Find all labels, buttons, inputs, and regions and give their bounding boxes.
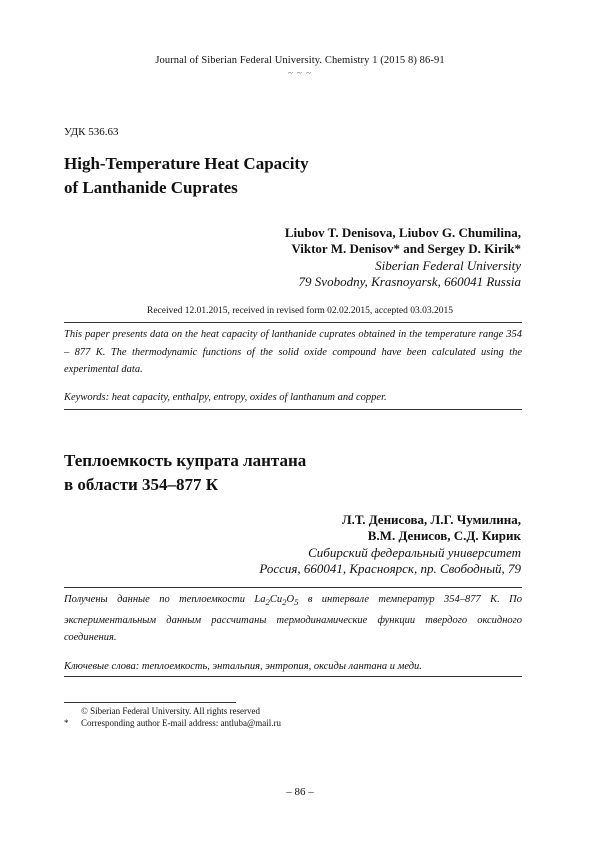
page-number: – 86 – — [286, 786, 314, 798]
russian-address: Россия, 660041, Красноярск, пр. Свободный, 79 — [259, 561, 521, 576]
russian-title-line-1: Теплоемкость купрата лантана — [64, 451, 307, 470]
english-title-line-2: of Lanthanide Cuprates — [64, 178, 238, 197]
russian-authors-line-2: В.М. Денисов, С.Д. Кирик — [367, 528, 521, 543]
udk-code: УДК 536.63 — [64, 126, 119, 138]
footnote-marker: * — [64, 718, 69, 728]
chemical-formula: $La_2Cu_2O_5$ — [254, 594, 299, 608]
english-affiliation: Siberian Federal University — [375, 258, 521, 273]
corresponding-author-footnote: Corresponding author E-mail address: antluba@mail.ru — [81, 718, 281, 728]
received-dates: Received 12.01.2015, received in revised form 02.02.2015, accepted 03.03.2015 — [146, 306, 454, 316]
russian-title-line-2: в области 354–877 К — [64, 475, 219, 494]
russian-affiliation: Сибирский федеральный университет — [308, 545, 521, 560]
abstract-text-start: Получены данные по теплоемкости — [64, 594, 255, 605]
russian-abstract — [64, 591, 522, 647]
footnote-divider — [64, 702, 236, 703]
header-ornament: ~ ~ ~ — [287, 68, 313, 78]
english-keywords: Keywords: heat capacity, enthalpy, entropy, oxides of lanthanum and copper. — [64, 392, 387, 403]
journal-header: Journal of Siberian Federal University. Chemistry 1 (2015 8) 86-91 — [155, 55, 445, 66]
divider-line — [64, 409, 522, 410]
divider-line — [64, 322, 522, 323]
english-address: 79 Svobodny, Krasnoyarsk, 660041 Russia — [298, 274, 521, 289]
english-authors-line-2: Viktor M. Denisov* and Sergey D. Kirik* — [291, 241, 521, 256]
english-abstract: This paper presents data on the heat capacity of lanthanide cuprates obtained in the temperature range 354 – 877 K. The thermodynamic functions of the solid oxide compound have been calculated using the experimental data. — [64, 329, 522, 375]
english-authors-line-1: Liubov T. Denisova, Liubov G. Chumilina, — [284, 225, 521, 240]
divider-line — [64, 587, 522, 588]
copyright-footnote: © Siberian Federal University. All rights reserved — [81, 706, 260, 716]
russian-keywords: Ключевые слова: теплоемкость, энтальпия, энтропия, оксиды лантана и меди. — [64, 661, 422, 672]
abstract-text-end: в интервале температур 354–877 К. По экспериментальным данным рассчитаны термодинамические функции твердого оксидного соединения. — [64, 594, 522, 644]
russian-authors-line-1: Л.Т. Денисова, Л.Г. Чумилина, — [341, 512, 521, 527]
english-title-line-1: High-Temperature Heat Capacity — [64, 154, 309, 173]
divider-line — [64, 676, 522, 677]
